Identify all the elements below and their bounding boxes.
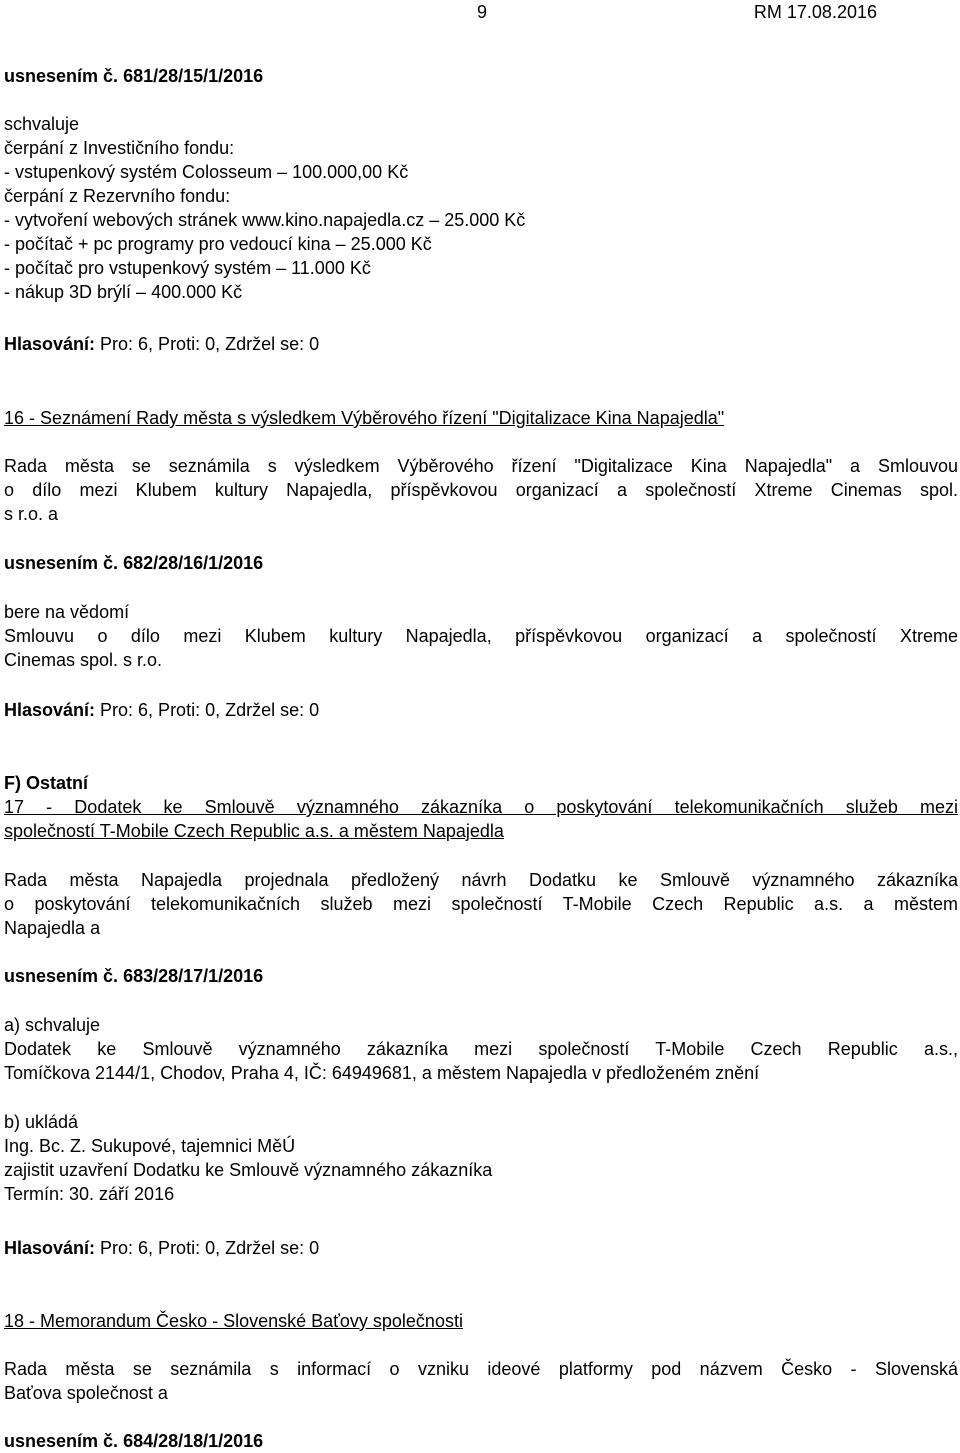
body-text: bere na vědomí [4,602,130,622]
body-text: čerpání z Rezervního fondu: [4,186,231,206]
body-text: Rada města se seznámila s informací o vzniku ideové platformy pod názvem Česko - Slovenská [4,1359,958,1379]
body-text: Smlouvu o dílo mezi Klubem kultury Napajedla, příspěvkovou organizací a společností Xtreme [4,626,958,646]
body-text: - počítač pro vstupenkový systém – 11.000 Kč [4,258,371,278]
body-text: Cinemas spol. s r.o. [4,650,163,670]
body-text: čerpání z Investičního fondu: [4,138,235,158]
body-text: Tomíčkova 2144/1, Chodov, Praha 4, IČ: 64949681, a městem Napajedla v předloženém znění [4,1063,760,1083]
resolution-prefix: usnesením č. [4,66,119,86]
voting-label: Hlasování: [4,700,96,720]
agenda-item-title: společností T-Mobile Czech Republic a.s. a městem Napajedla [4,821,504,841]
body-text: - vstupenkový systém Colosseum – 100.000,00 Kč [4,162,409,182]
body-text: b) ukládá [4,1112,79,1132]
section-heading: F) Ostatní [4,773,88,793]
body-text: o dílo mezi Klubem kultury Napajedla, příspěvkovou organizací a společností Xtreme Cinemas spol. [4,480,958,500]
body-text: - počítač + pc programy pro vedoucí kina – 25.000 Kč [4,234,432,254]
resolution-id: 681/28/15/1/2016 [123,66,264,86]
body-text: zajistit uzavření Dodatku ke Smlouvě významného zákazníka [4,1160,493,1180]
body-text: Napajedla a [4,918,101,938]
resolution-id: 683/28/17/1/2016 [123,966,264,986]
resolution-number [4,64,263,88]
body-text: - vytvoření webových stránek www.kino.napajedla.cz – 25.000 Kč [4,210,526,230]
body-text: Dodatek ke Smlouvě významného zákazníka mezi společností T-Mobile Czech Republic a.s., [4,1039,958,1059]
body-text: o poskytování telekomunikačních služeb mezi společností T-Mobile Czech Republic a.s. a městem [4,894,958,914]
resolution-number [4,1429,263,1453]
voting-result [4,1236,319,1260]
resolution-number [4,964,263,988]
body-text: Termín: 30. září 2016 [4,1184,175,1204]
resolution-id: 682/28/16/1/2016 [123,553,264,573]
agenda-item-title: 18 - Memorandum Česko - Slovenské Baťovy společnosti [4,1311,463,1331]
voting-counts: Pro: 6, Proti: 0, Zdržel se: 0 [95,700,320,720]
voting-result [4,698,319,722]
body-text: Baťova společnost a [4,1383,168,1403]
resolution-prefix: usnesením č. [4,553,119,573]
resolution-prefix: usnesením č. [4,966,119,986]
agenda-item-title: 17 - Dodatek ke Smlouvě významného zákazníka o poskytování telekomunikačních služeb mezi [4,797,958,817]
body-text: s r.o. a [4,504,59,524]
body-text: a) schvaluje [4,1015,101,1035]
resolution-number [4,551,263,575]
voting-counts: Pro: 6, Proti: 0, Zdržel se: 0 [95,1238,320,1258]
voting-result [4,332,319,356]
resolution-prefix: usnesením č. [4,1431,119,1451]
voting-counts: Pro: 6, Proti: 0, Zdržel se: 0 [95,334,320,354]
body-text: Rada města se seznámila s výsledkem Výběrového řízení "Digitalizace Kina Napajedla" a Smlouvou [4,456,958,476]
body-text: schvaluje [4,114,80,134]
voting-label: Hlasování: [4,334,96,354]
resolution-id: 684/28/18/1/2016 [123,1431,264,1451]
body-text: Ing. Bc. Z. Sukupové, tajemnici MěÚ [4,1136,296,1156]
page-number: 9 [477,2,488,22]
body-text: Rada města Napajedla projednala předložený návrh Dodatku ke Smlouvě významného zákazníka [4,870,958,890]
voting-label: Hlasování: [4,1238,96,1258]
agenda-item-title: 16 - Seznámení Rady města s výsledkem Výběrového řízení "Digitalizace Kina Napajedla" [4,408,725,428]
body-text: - nákup 3D brýlí – 400.000 Kč [4,282,243,302]
meeting-date: RM 17.08.2016 [753,2,877,22]
